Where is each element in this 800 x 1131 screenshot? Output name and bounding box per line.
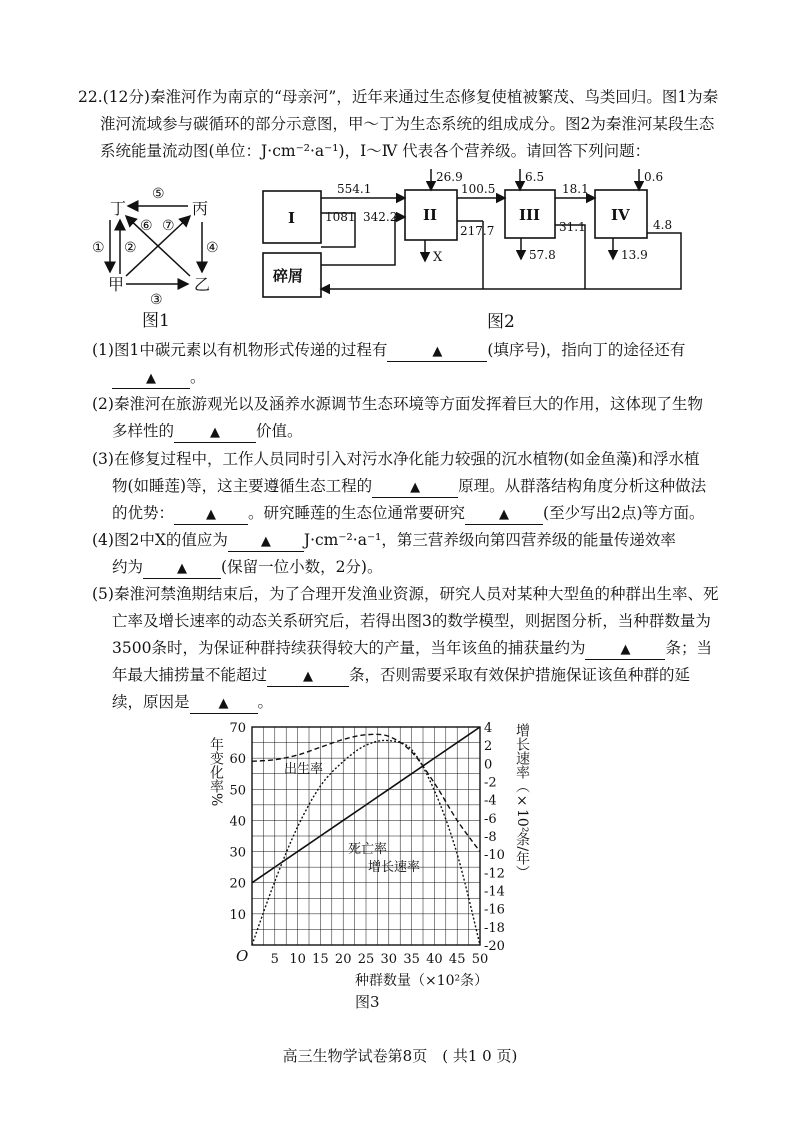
y-right-tick-label: -20 (484, 939, 505, 954)
y-left-tick-label: 60 (229, 752, 246, 768)
q4-line1 (92, 530, 676, 552)
q4-blank-2[interactable] (143, 558, 221, 579)
q2-line1: (2)秦淮河在旅游观光以及涵养水源调节生态环境等方面发挥着巨大的作用，这体现了生物 (92, 395, 703, 413)
y-right-tick-label: 2 (484, 739, 493, 755)
q3-text-a: 物(如睡莲)等，这主要遵循生态工程的 (112, 477, 373, 495)
answer-marker: ▲ (177, 561, 188, 576)
y-left-tick-label: 10 (229, 907, 246, 923)
q5-text-c: 年最大捕捞量不能超过 (112, 666, 268, 684)
origin-label: O (236, 947, 249, 965)
chart-grid (252, 727, 480, 945)
value-578: 57.8 (529, 248, 556, 262)
figure-2 (255, 165, 695, 335)
y-right-tick-label: -10 (484, 848, 505, 864)
q5-line3 (112, 638, 712, 660)
figure-2-caption: 图2 (487, 312, 515, 332)
q5-text-f: 。 (257, 693, 274, 711)
q4-text-d: (保留一位小数，2分)。 (221, 558, 383, 576)
x-tick-label: 10 (289, 952, 306, 967)
node-bing: 丙 (192, 199, 209, 218)
y-right-tick-label: 4 (484, 721, 493, 736)
question-header: 22.(12分)秦淮河作为南京的“母亲河”，近年来通过生态修复使植被繁茂、鸟类回归。图1为秦 (78, 88, 719, 106)
q1-blank-2[interactable] (112, 368, 190, 389)
q3-text-c: 的优势： (112, 504, 175, 522)
value-1005: 100.5 (461, 182, 496, 196)
x-tick-label: 40 (426, 952, 443, 967)
y-right-tick-label: -18 (484, 920, 505, 936)
y-right-tick-label: -2 (484, 775, 497, 791)
q4-text-a: (4)图2中X的值应为 (92, 531, 228, 549)
q3-text-d: 。研究睡莲的生态位通常要研究 (248, 504, 466, 522)
answer-marker: ▲ (432, 344, 443, 359)
chart-left-ticks (229, 721, 246, 923)
figure-1-caption: 图1 (142, 311, 170, 330)
answer-marker: ▲ (206, 507, 217, 522)
y-right-tick-label: -6 (484, 811, 497, 827)
question-line-2: 淮河流域参与碳循环的部分示意图，甲～丁为生态系统的组成成分。图2为秦淮河某段生态 (100, 115, 715, 133)
q5-line5 (112, 692, 273, 714)
y-left-tick-label: 70 (229, 721, 246, 736)
value-48: 4.8 (653, 218, 673, 232)
x-tick-label: 20 (334, 952, 352, 967)
value-181: 18.1 (562, 182, 589, 196)
q5-blank-2[interactable] (267, 666, 349, 687)
q5-blank-3[interactable] (190, 693, 258, 714)
q1-blank-1[interactable] (387, 341, 487, 362)
box-III-label: III (519, 206, 541, 224)
q1-text-c: 。 (190, 368, 206, 386)
q2-blank-1[interactable] (174, 422, 256, 443)
q4-blank-1[interactable] (228, 531, 304, 552)
node-yi: 乙 (194, 275, 211, 294)
q3-line1: (3)在修复过程中，工作人员同时引入对污水净化能力较强的沉水植物(如金鱼藻)和浮水植 (92, 450, 700, 468)
x-tick-label: 5 (270, 952, 279, 967)
answer-marker: ▲ (499, 507, 510, 522)
q4-line2 (112, 557, 382, 579)
node-ding: 丁 (110, 199, 127, 218)
y-right-tick-label: -8 (484, 830, 497, 845)
value-06: 0.6 (644, 170, 664, 184)
q5-line4 (112, 665, 690, 687)
y-right-tick-label: -4 (484, 793, 497, 809)
q5-text-e: 续，原因是 (112, 693, 190, 711)
figure-3-chart (200, 715, 600, 1015)
figure-1 (80, 180, 230, 330)
y-right-tick-label: 0 (484, 757, 493, 773)
chart-x-ticks (271, 952, 489, 967)
q1-line1 (92, 340, 685, 362)
answer-marker: ▲ (260, 534, 271, 549)
box-debris-label: 碎屑 (273, 267, 304, 285)
y-right-tick-label: -16 (484, 902, 505, 918)
value-65: 6.5 (525, 170, 545, 184)
y-left-tick-label: 30 (229, 845, 246, 861)
answer-marker: ▲ (210, 425, 221, 440)
q2-text-a: 多样性的 (112, 422, 175, 440)
q5-text-a: 3500条时，为保证种群持续获得较大的产量，当年该鱼的捕获量约为 (112, 639, 586, 657)
label-7: ⑦ (162, 218, 175, 234)
q3-line2 (112, 476, 706, 498)
y-left-tick-label: 20 (229, 876, 246, 892)
flow-III-debris (555, 225, 585, 289)
series-label-birth: 出生率 (284, 762, 324, 777)
answer-marker: ▲ (218, 696, 229, 711)
q5-text-d: 条，否则需要采取有效保护措施保证该鱼种群的延 (349, 666, 691, 684)
q3-blank-3[interactable] (465, 504, 543, 525)
chart-title: 图3 (355, 993, 380, 1011)
x-tick-label: 15 (312, 952, 329, 967)
q1-text-b: (填序号)，指向丁的途径还有 (487, 341, 686, 359)
x-tick-label: 25 (357, 952, 375, 967)
y-left-tick-label: 50 (229, 783, 246, 799)
label-4: ④ (206, 240, 219, 256)
label-3: ③ (150, 292, 163, 308)
label-5: ⑤ (152, 186, 165, 202)
page-footer: 高三生物学试卷第8页 ( 共1 0 页) (282, 1047, 518, 1065)
q5-line2: 亡率及增长速率的动态关系研究后，若得出图3的数学模型，则据图分析，当种群数量为 (112, 612, 711, 630)
x-tick-label: 50 (471, 952, 489, 967)
series-label-growth: 增长速率 (368, 860, 421, 875)
q2-text-b: 价值。 (256, 422, 303, 440)
node-jia: 甲 (108, 275, 125, 294)
value-139: 13.9 (621, 248, 648, 262)
q4-text-c: 约为 (112, 558, 144, 576)
answer-marker: ▲ (146, 371, 156, 386)
answer-marker: ▲ (410, 480, 421, 495)
q3-blank-2[interactable] (174, 504, 248, 525)
q5-blank-1[interactable] (585, 639, 665, 660)
value-2177: 217.7 (460, 224, 495, 238)
label-6: ⑥ (140, 218, 153, 234)
y-axis-right-label: 增长速率（×10²条/年） (514, 723, 530, 880)
label-1: ① (92, 240, 105, 256)
chart-right-ticks (484, 721, 505, 954)
answer-marker: ▲ (303, 669, 314, 684)
x-tick-label: 35 (403, 952, 420, 967)
x-tick-label: 30 (380, 952, 398, 967)
box-II-label: II (423, 206, 438, 224)
value-311: 31.1 (559, 220, 586, 234)
q5-line1: (5)秦淮河禁渔期结束后，为了合理开发渔业资源，研究人员对某种大型鱼的种群出生率、死 (92, 585, 719, 603)
value-342: 342.2 (363, 210, 398, 224)
q3-line3 (112, 503, 705, 525)
q1-line2 (112, 367, 206, 389)
flow-debris-II (321, 217, 405, 265)
y-right-tick-label: -14 (484, 884, 505, 900)
q3-blank-1[interactable] (372, 477, 458, 498)
series-label-death: 死亡率 (348, 842, 388, 857)
q3-text-e: (至少写出2点)等方面。 (543, 504, 705, 522)
q3-text-b: 原理。从群落结构角度分析这种做法 (458, 477, 707, 495)
q5-text-b: 条；当 (665, 639, 712, 657)
label-2: ② (124, 240, 137, 256)
question-line-3: 系统能量流动图(单位：J·cm⁻²·a⁻¹)，Ⅰ～Ⅳ 代表各个营养级。请回答下列问题： (100, 142, 651, 160)
x-tick-label: 45 (448, 952, 466, 967)
y-axis-left-label: 年变化率% (208, 737, 224, 807)
value-X: X (433, 250, 443, 265)
box-IV-label: IV (611, 206, 630, 224)
value-269: 26.9 (436, 170, 463, 184)
x-axis-label: 种群数量（×10²条） (355, 973, 489, 989)
value-554: 554.1 (337, 182, 372, 196)
answer-marker: ▲ (620, 642, 631, 657)
y-left-tick-label: 40 (229, 814, 246, 830)
q2-line2 (112, 421, 303, 443)
box-I-label: I (288, 209, 296, 227)
q4-text-b: J·cm⁻²·a⁻¹，第三营养级向第四营养级的能量传递效率 (303, 531, 676, 549)
y-right-tick-label: -12 (484, 866, 505, 882)
q1-text-a: (1)图1中碳元素以有机物形式传递的过程有 (92, 341, 388, 359)
value-1081: 1081 (325, 210, 356, 224)
